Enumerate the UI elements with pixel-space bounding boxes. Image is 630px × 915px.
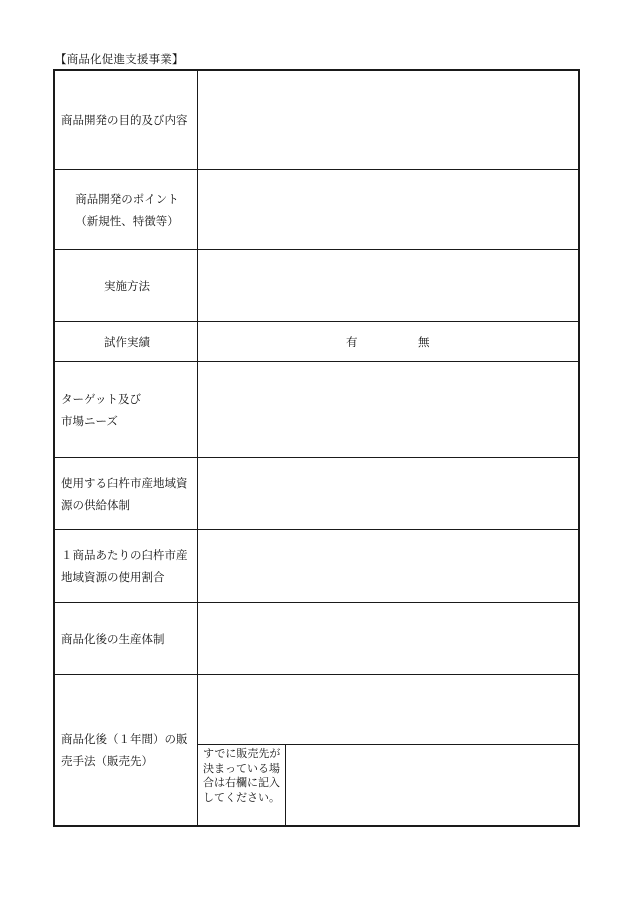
label-trial-text: 試作実績	[104, 334, 150, 349]
option-no[interactable]: 無	[418, 334, 430, 349]
field-target[interactable]	[198, 362, 579, 458]
row-supply	[55, 458, 579, 530]
row-target	[55, 362, 579, 458]
field-method[interactable]	[198, 250, 579, 322]
label-target-line2: 市場ニーズ	[61, 413, 118, 428]
label-method-text: 実施方法	[104, 278, 150, 293]
field-sales-destination[interactable]	[286, 745, 579, 826]
label-trial	[55, 322, 198, 362]
label-ratio	[55, 530, 198, 603]
field-purpose[interactable]	[198, 71, 579, 170]
application-form-table	[54, 70, 579, 826]
label-target	[55, 362, 198, 458]
label-supply-text: 使用する臼杵市産地域資源の供給体制	[61, 475, 188, 512]
field-supply[interactable]	[198, 458, 579, 530]
sales-destination-note	[198, 745, 286, 826]
label-purpose	[55, 71, 198, 170]
row-production	[55, 603, 579, 675]
label-purpose-text: 商品開発の目的及び内容	[61, 113, 188, 127]
row-sales-upper	[55, 675, 579, 745]
row-trial	[55, 322, 579, 362]
row-ratio	[55, 530, 579, 603]
field-sales-method[interactable]	[198, 675, 579, 745]
label-target-line1: ターゲット及び	[61, 391, 142, 406]
label-point-line2: （新規性、特徴等）	[75, 213, 179, 228]
label-point-line1: 商品開発のポイント	[75, 191, 179, 206]
label-production	[55, 603, 198, 675]
row-method	[55, 250, 579, 322]
row-point	[55, 170, 579, 250]
sales-destination-note-text: すでに販売先が決まっている場合は右欄に記入してください。	[203, 747, 281, 804]
form-heading: 【商品化促進支援事業】	[55, 52, 184, 66]
label-method	[55, 250, 198, 322]
field-point[interactable]	[198, 170, 579, 250]
row-purpose	[55, 71, 579, 170]
field-ratio[interactable]	[198, 530, 579, 603]
field-trial	[198, 322, 579, 362]
label-point	[55, 170, 198, 250]
label-production-text: 商品化後の生産体制	[61, 631, 165, 646]
label-supply	[55, 458, 198, 530]
label-sales-text: 商品化後（１年間）の販売手法（販売先）	[61, 732, 188, 768]
option-yes[interactable]: 有	[346, 334, 358, 349]
label-ratio-text: １商品あたりの臼杵市産地域資源の使用割合	[61, 548, 188, 584]
field-production[interactable]	[198, 603, 579, 675]
label-sales	[55, 675, 198, 826]
